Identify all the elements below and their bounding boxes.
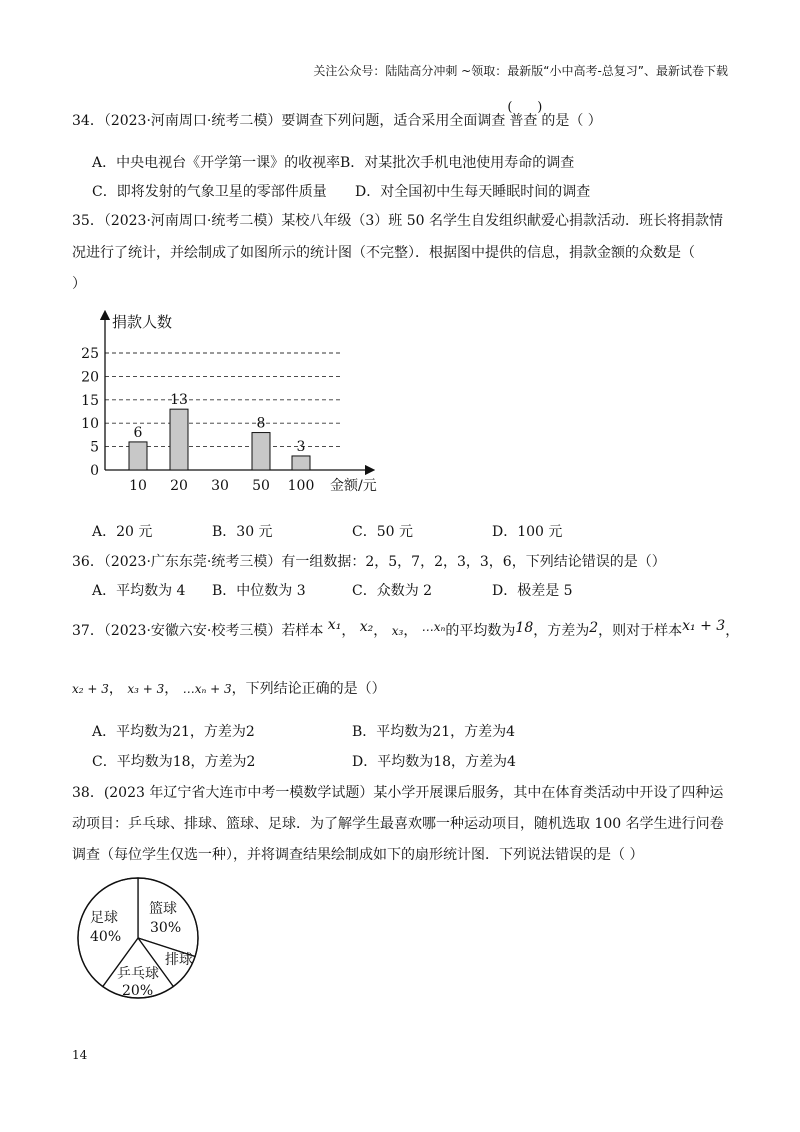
y-tick-label: 5 — [90, 439, 99, 456]
pie-label-volleyball: 排球 — [165, 952, 193, 968]
y-tick-label: 15 — [81, 392, 99, 409]
pie-chart — [70, 870, 210, 1010]
bar — [170, 409, 188, 470]
q35-option-c: C．50 元 — [352, 524, 413, 540]
q36-option-d: D．极差是 5 — [492, 583, 573, 599]
q37-stem-e: ，下列结论正确的是（） — [231, 681, 386, 697]
q34-option-d: D．对全国初中生每天睡眠时间的调查 — [355, 184, 591, 200]
bar — [292, 456, 310, 470]
bar — [252, 433, 270, 470]
y-tick-label: 25 — [81, 346, 99, 362]
y-axis-title: 捐款人数 — [112, 313, 173, 331]
q36-option-c: C．众数为 2 — [352, 583, 433, 599]
q35-option-d: D．100 元 — [492, 524, 563, 540]
x-tick-label: 30 — [211, 478, 229, 494]
q36-stem: 36．（2023·广东东莞·统考三模）有一组数据：2，5，7，2，3，3，6，下列结论错误的是（） — [72, 554, 666, 570]
q36-option-b: B．中位数为 3 — [212, 583, 306, 599]
bar-data-label: 8 — [256, 415, 266, 432]
x-tick-label: 50 — [252, 478, 270, 494]
q37-stem-a: 37．（2023·安徽六安·校考三模）若样本 — [72, 623, 324, 639]
q34-option-c: C．即将发射的气象卫星的零部件质量 — [92, 184, 327, 200]
q35-line-2: 况进行了统计，并绘制成了如图所示的统计图（不完整）．根据图中提供的信息，捐款金额的众数是（ — [72, 245, 695, 261]
q35-line-1: 35．（2023·河南周口·统考二模）某校八年级（3）班 50 名学生自发组织献爱心捐款活动．班长将捐款情 — [72, 213, 723, 229]
bar-data-label: 6 — [133, 424, 143, 441]
q38-line-1: 38．(2023 年辽宁省大连市中考一模数学试题）某小学开展课后服务，其中在体育类活动中开设了四种运 — [72, 785, 724, 801]
pie-pct-football: 40% — [90, 929, 122, 945]
bar-data-label: 3 — [296, 438, 306, 455]
bar-data-label: 13 — [170, 392, 188, 409]
q37-option-a: A．平均数为21，方差为2 — [92, 724, 255, 740]
bar — [129, 442, 147, 470]
q38-line-3: 调查（每位学生仅选一种），并将调查结果绘制成如下的扇形统计图．下列说法错误的是（ ） — [72, 847, 644, 863]
pie-label-basketball: 篮球 — [149, 901, 177, 917]
q37-x1-plus-3: x₁ + 3 — [682, 618, 726, 634]
q34-bracket-note: ( ) — [507, 100, 543, 115]
x-axis-title: 金额/元 — [330, 478, 377, 494]
y-tick-label: 10 — [81, 416, 99, 433]
pie-pct-basketball: 30% — [150, 920, 182, 936]
q34-option-b: B．对某批次手机电池使用寿命的调查 — [340, 155, 575, 171]
q37-variance: 2 — [589, 620, 599, 636]
q35-line-3: ） — [72, 276, 86, 292]
q37-mean: 18 — [515, 620, 534, 636]
q37-x2: x₂ — [359, 619, 374, 635]
q37-stem-c: ，方差为 — [533, 623, 590, 639]
q37-xn-plus-3: …xₙ + 3 — [182, 682, 232, 696]
pie-label-football: 足球 — [90, 910, 118, 926]
q37-line-1: 37．（2023·安徽六安·校考三模）若样本 x₁， x₂， x₃， …xₙ的平均数为18，方差为2，则对于样本x₁ + 3， — [72, 617, 740, 639]
q37-x3-plus-3: x₃ + 3 — [127, 682, 165, 696]
bar-chart — [80, 305, 400, 505]
q34-stem-b: 的是（ ） — [541, 113, 602, 129]
q37-x2-plus-3: x₂ + 3 — [72, 682, 109, 696]
x-tick-label: 100 — [287, 478, 315, 494]
question-34 — [72, 100, 602, 130]
y-tick-label: 0 — [90, 463, 99, 479]
q37-x3: x₃ — [391, 624, 404, 638]
q37-stem-d: ，则对于样本 — [598, 623, 683, 639]
q35-option-a: A．20 元 — [92, 524, 153, 540]
q34-option-a: A．中央电视台《开学第一课》的收视率 — [92, 155, 341, 171]
q37-x1: x₁ — [327, 617, 342, 633]
q37-option-b: B．平均数为21，方差为4 — [352, 724, 516, 740]
q34-stem-a: 34．（2023·河南周口·统考二模）要调查下列问题，适合采用全面调查 — [72, 113, 506, 129]
y-tick-label: 20 — [81, 369, 99, 386]
q36-option-a: A．平均数为 4 — [92, 583, 186, 599]
q35-option-b: B．30 元 — [212, 524, 273, 540]
q37-xn: …xₙ — [421, 620, 446, 634]
page-number: 14 — [72, 1048, 88, 1062]
q37-line-2: x₂ + 3， x₃ + 3， …xₙ + 3，下列结论正确的是（） — [72, 681, 386, 697]
pie-label-pingpong: 乒乓球 — [117, 966, 159, 982]
q34-note: 普查 — [509, 113, 538, 129]
pie-pct-pingpong: 20% — [122, 983, 154, 999]
x-tick-label: 20 — [170, 478, 188, 494]
q37-option-c: C．平均数为18，方差为2 — [92, 754, 256, 770]
q37-option-d: D．平均数为18，方差为4 — [352, 754, 516, 770]
q37-stem-b: 的平均数为 — [445, 623, 516, 639]
x-tick-label: 10 — [129, 478, 147, 494]
q38-line-2: 动项目：乒乓球、排球、篮球、足球．为了解学生最喜欢哪一种运动项目，随机选取 100 名学生进行问卷 — [72, 816, 724, 832]
page-header: 关注公众号：陆陆高分冲刺 ~领取：最新版“小中高考-总复习”、最新试卷下载 — [313, 64, 728, 78]
